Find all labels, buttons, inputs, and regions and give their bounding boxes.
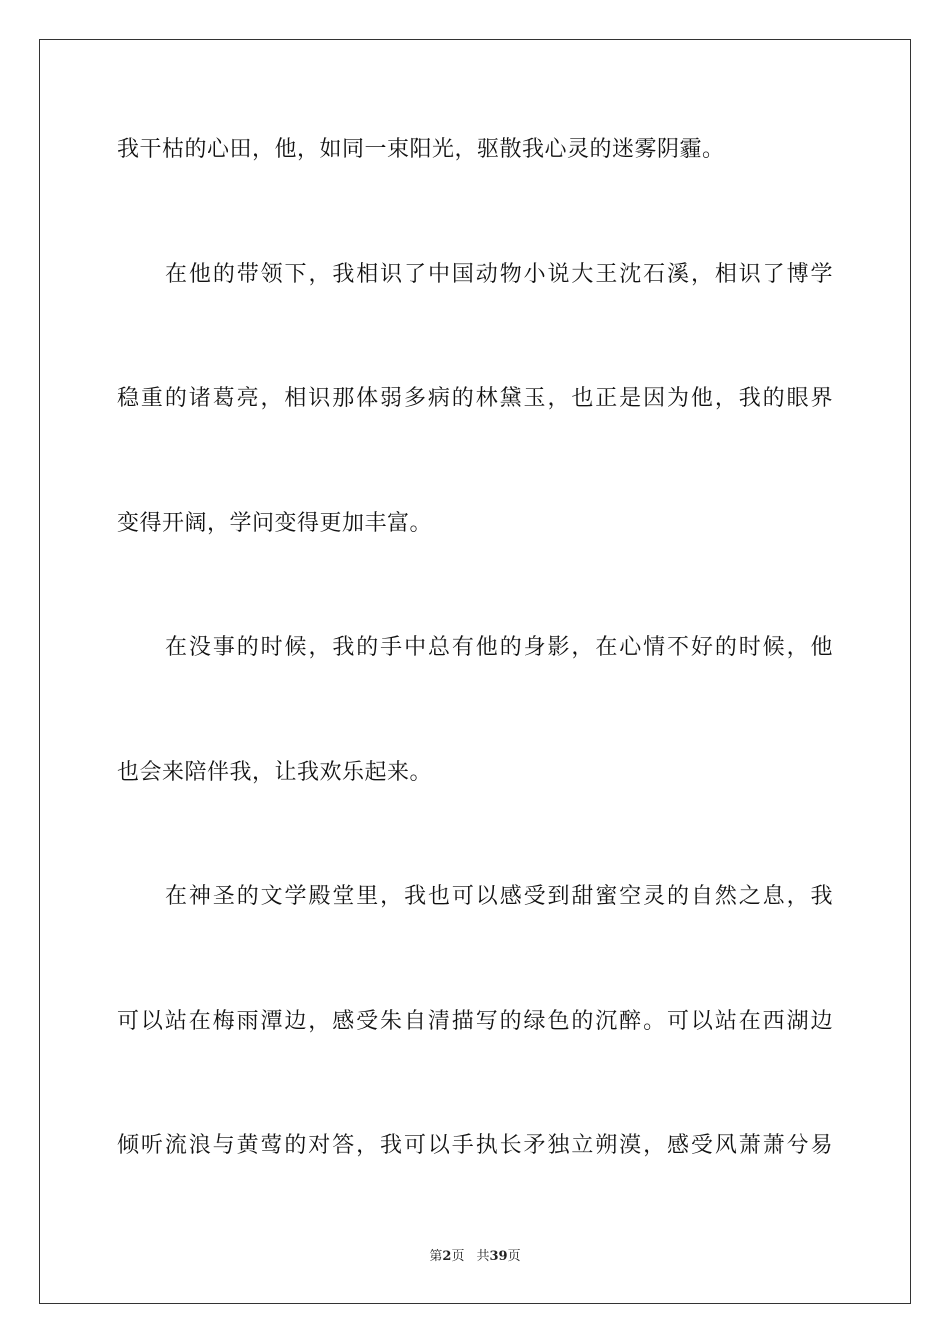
- page-suffix: 页: [451, 1249, 465, 1264]
- total-suffix: 页: [507, 1249, 521, 1264]
- paragraph-line: 我干枯的心田，他，如同一束阳光，驱散我心灵的迷雾阴霾。: [117, 137, 725, 162]
- page-footer: [0, 1247, 950, 1267]
- page-border: [39, 39, 911, 1304]
- paragraph-line: 变得开阔，学问变得更加丰富。: [117, 511, 433, 536]
- paragraph-line: 在没事的时候，我的手中总有他的身影，在心情不好的时候，他: [165, 635, 833, 660]
- paragraph-line: 也会来陪伴我，让我欢乐起来。: [117, 760, 433, 785]
- paragraph-line: 在神圣的文学殿堂里，我也可以感受到甜蜜空灵的自然之息，我: [165, 884, 833, 909]
- total-pages: 39: [489, 1249, 508, 1264]
- paragraph-line: 稳重的诸葛亮，相识那体弱多病的林黛玉，也正是因为他，我的眼界: [117, 386, 833, 411]
- total-prefix: 共: [476, 1249, 490, 1264]
- paragraph-line: 可以站在梅雨潭边，感受朱自清描写的绿色的沉醉。可以站在西湖边: [117, 1009, 833, 1034]
- paragraph-line: 倾听流浪与黄莺的对答，我可以手执长矛独立朔漠，感受风萧萧兮易: [117, 1133, 833, 1158]
- paragraph-line: 在他的带领下，我相识了中国动物小说大王沈石溪，相识了博学: [165, 262, 833, 287]
- page-number: 2: [442, 1249, 452, 1264]
- page-prefix: 第: [429, 1249, 443, 1264]
